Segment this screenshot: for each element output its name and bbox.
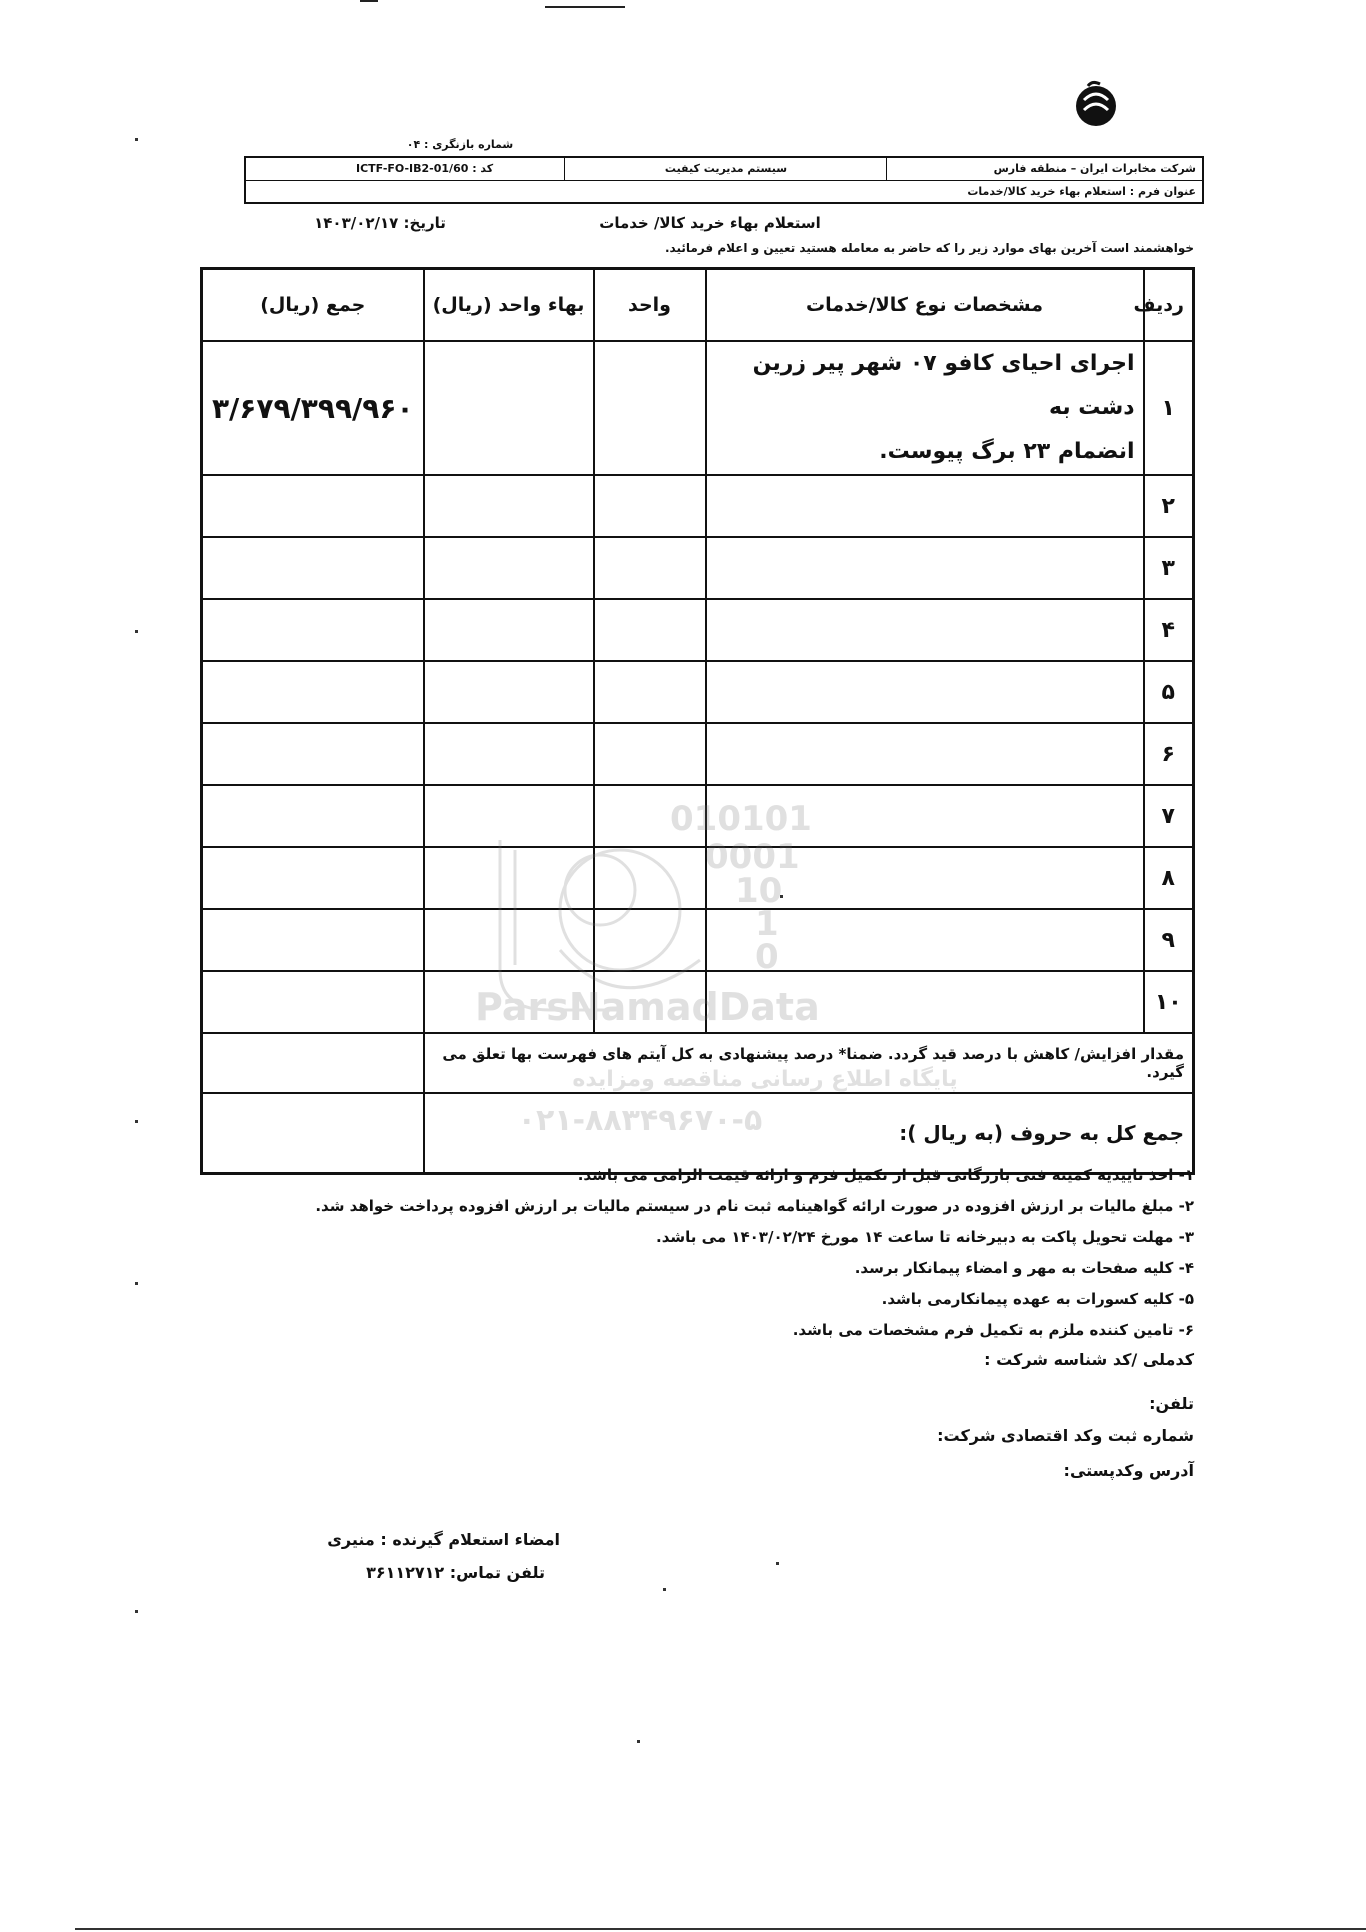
- table-row: [202, 475, 1194, 537]
- percentage-note: مقدار افزایش/ کاهش با درصد قید گردد. ضمنا* درصد پیشنهادی به کل آیتم های فهرست بها تعلق می گیرد.: [424, 1033, 1194, 1093]
- stray-dot: [663, 1588, 666, 1591]
- quality-system: سیستم مدیریت کیفیت: [664, 162, 788, 175]
- registration-economic-code-label: شماره ثبت وکد اقتصادی شرکت:: [937, 1426, 1194, 1445]
- note-item: ۲- مبلغ مالیات بر ارزش افزوده در صورت ارائه گواهینامه ثبت نام در سیستم مالیات بر ارزش افزوده پرداخت خواهد شد.: [315, 1197, 1194, 1215]
- row-index: ۹: [1144, 909, 1194, 971]
- bottom-border: [75, 1928, 1366, 1930]
- note-item: ۵- کلیه کسورات به عهده پیمانکارمی باشد.: [881, 1290, 1194, 1308]
- row-unit: [594, 341, 706, 475]
- note-item: ۴- کلیه صفحات به مهر و امضاء پیمانکار برسد.: [854, 1259, 1194, 1277]
- note-item: ۶- تامین کننده ملزم به تکمیل فرم مشخصات می باشد.: [792, 1321, 1194, 1339]
- row-index: ۲: [1144, 475, 1194, 537]
- form-title: عنوان فرم : استعلام بهاء خرید کالا/خدمات: [967, 185, 1196, 198]
- table-header-row: [202, 269, 1194, 342]
- watermark-bits: 10: [735, 871, 783, 911]
- note-item: ۳- مهلت تحویل پاکت به دبیرخانه تا ساعت ۱۴ مورخ ۱۴۰۳/۰۲/۲۴ می باشد.: [656, 1228, 1194, 1246]
- top-fragment: [360, 0, 378, 2]
- margin-dot: [135, 1610, 138, 1613]
- table-row: [202, 723, 1194, 785]
- table-row: [202, 661, 1194, 723]
- col-header-unit: واحد: [594, 269, 706, 342]
- row-index: ۶: [1144, 723, 1194, 785]
- phone-label: تلفن:: [1149, 1394, 1194, 1413]
- watermark-brand: ParsNamadData: [475, 985, 820, 1029]
- company-name: شرکت مخابرات ایران – منطقه فارس: [993, 162, 1196, 175]
- col-header-unit-price: بهاء واحد (ریال): [424, 269, 594, 342]
- table-row: [202, 599, 1194, 661]
- form-header-box: [244, 156, 1204, 204]
- watermark-bits: 0001: [705, 837, 800, 877]
- watermark-phone: ۰۲۱-۸۸۳۴۹۶۷۰-۵: [517, 1103, 763, 1138]
- company-logo-icon: [1070, 80, 1122, 128]
- description-line: انضمام ۲۳ برگ پیوست.: [879, 439, 1135, 464]
- margin-dot: [135, 138, 138, 141]
- total-in-words-label: جمع کل به حروف (به ریال ):: [424, 1093, 1194, 1174]
- form-code: کد : ICTF-FO-IB2-01/60: [356, 162, 494, 175]
- table-row: [202, 537, 1194, 599]
- watermark-bits: 010101: [670, 799, 812, 839]
- watermark-subtitle: پایگاه اطلاع رسانی مناقصه ومزایده: [572, 1067, 958, 1092]
- row-index: ۳: [1144, 537, 1194, 599]
- row-index: ۵: [1144, 661, 1194, 723]
- note-item: ۱- اخذ تاییدیه کمیته فنی بازرگانی قبل از تکمیل فرم و ارائه قیمت الزامی می باشد.: [577, 1166, 1194, 1184]
- address-postal-code-label: آدرس وکدپستی:: [1063, 1461, 1194, 1480]
- table-row: [202, 341, 1194, 475]
- col-header-total: جمع (ریال): [202, 269, 424, 342]
- row-index: ۷: [1144, 785, 1194, 847]
- row-unit-price: [424, 341, 594, 475]
- description-line: اجرای احیای کافو ۰۷ شهر پیر زرین دشت به: [752, 351, 1135, 420]
- notes-list: [194, 1160, 1194, 1346]
- request-text: خواهشمند است آخرین بهای موارد زیر را که حاضر به معامله هستید تعیین و اعلام فرمائید.: [664, 241, 1194, 255]
- contact-phone: تلفن تماس: ۳۶۱۱۲۷۱۲: [366, 1563, 545, 1582]
- signer: امضاء استعلام گیرنده : منیری: [327, 1530, 560, 1549]
- stray-dot: [776, 1562, 779, 1565]
- row-description: [706, 341, 1144, 475]
- watermark-bits: 0: [755, 937, 779, 977]
- stray-dot: [637, 1740, 640, 1743]
- margin-dot: [135, 630, 138, 633]
- row-index: ۱: [1144, 341, 1194, 475]
- watermark: [470, 790, 958, 1140]
- row-index: ۴: [1144, 599, 1194, 661]
- col-header-description: مشخصات نوع کالا/خدمات: [706, 269, 1144, 342]
- page-title: استعلام بهاء خرید کالا/ خدمات: [599, 214, 821, 232]
- revision-number: شماره بازنگری : ۰۴: [406, 138, 514, 151]
- row-index: ۸: [1144, 847, 1194, 909]
- row-index: ۱۰: [1144, 971, 1194, 1033]
- watermark-bits: 1: [755, 904, 779, 944]
- col-header-row-number: ردیف: [1144, 269, 1194, 342]
- national-id-label: کدملی /کد شناسه شرکت :: [984, 1350, 1194, 1369]
- margin-dot: [135, 1120, 138, 1123]
- top-fragment: [545, 6, 625, 8]
- margin-dot: [135, 1282, 138, 1285]
- date: تاریخ: ۱۴۰۳/۰۲/۱۷: [314, 214, 446, 232]
- row-total: ۳/۶۷۹/۳۹۹/۹۶۰: [202, 341, 424, 475]
